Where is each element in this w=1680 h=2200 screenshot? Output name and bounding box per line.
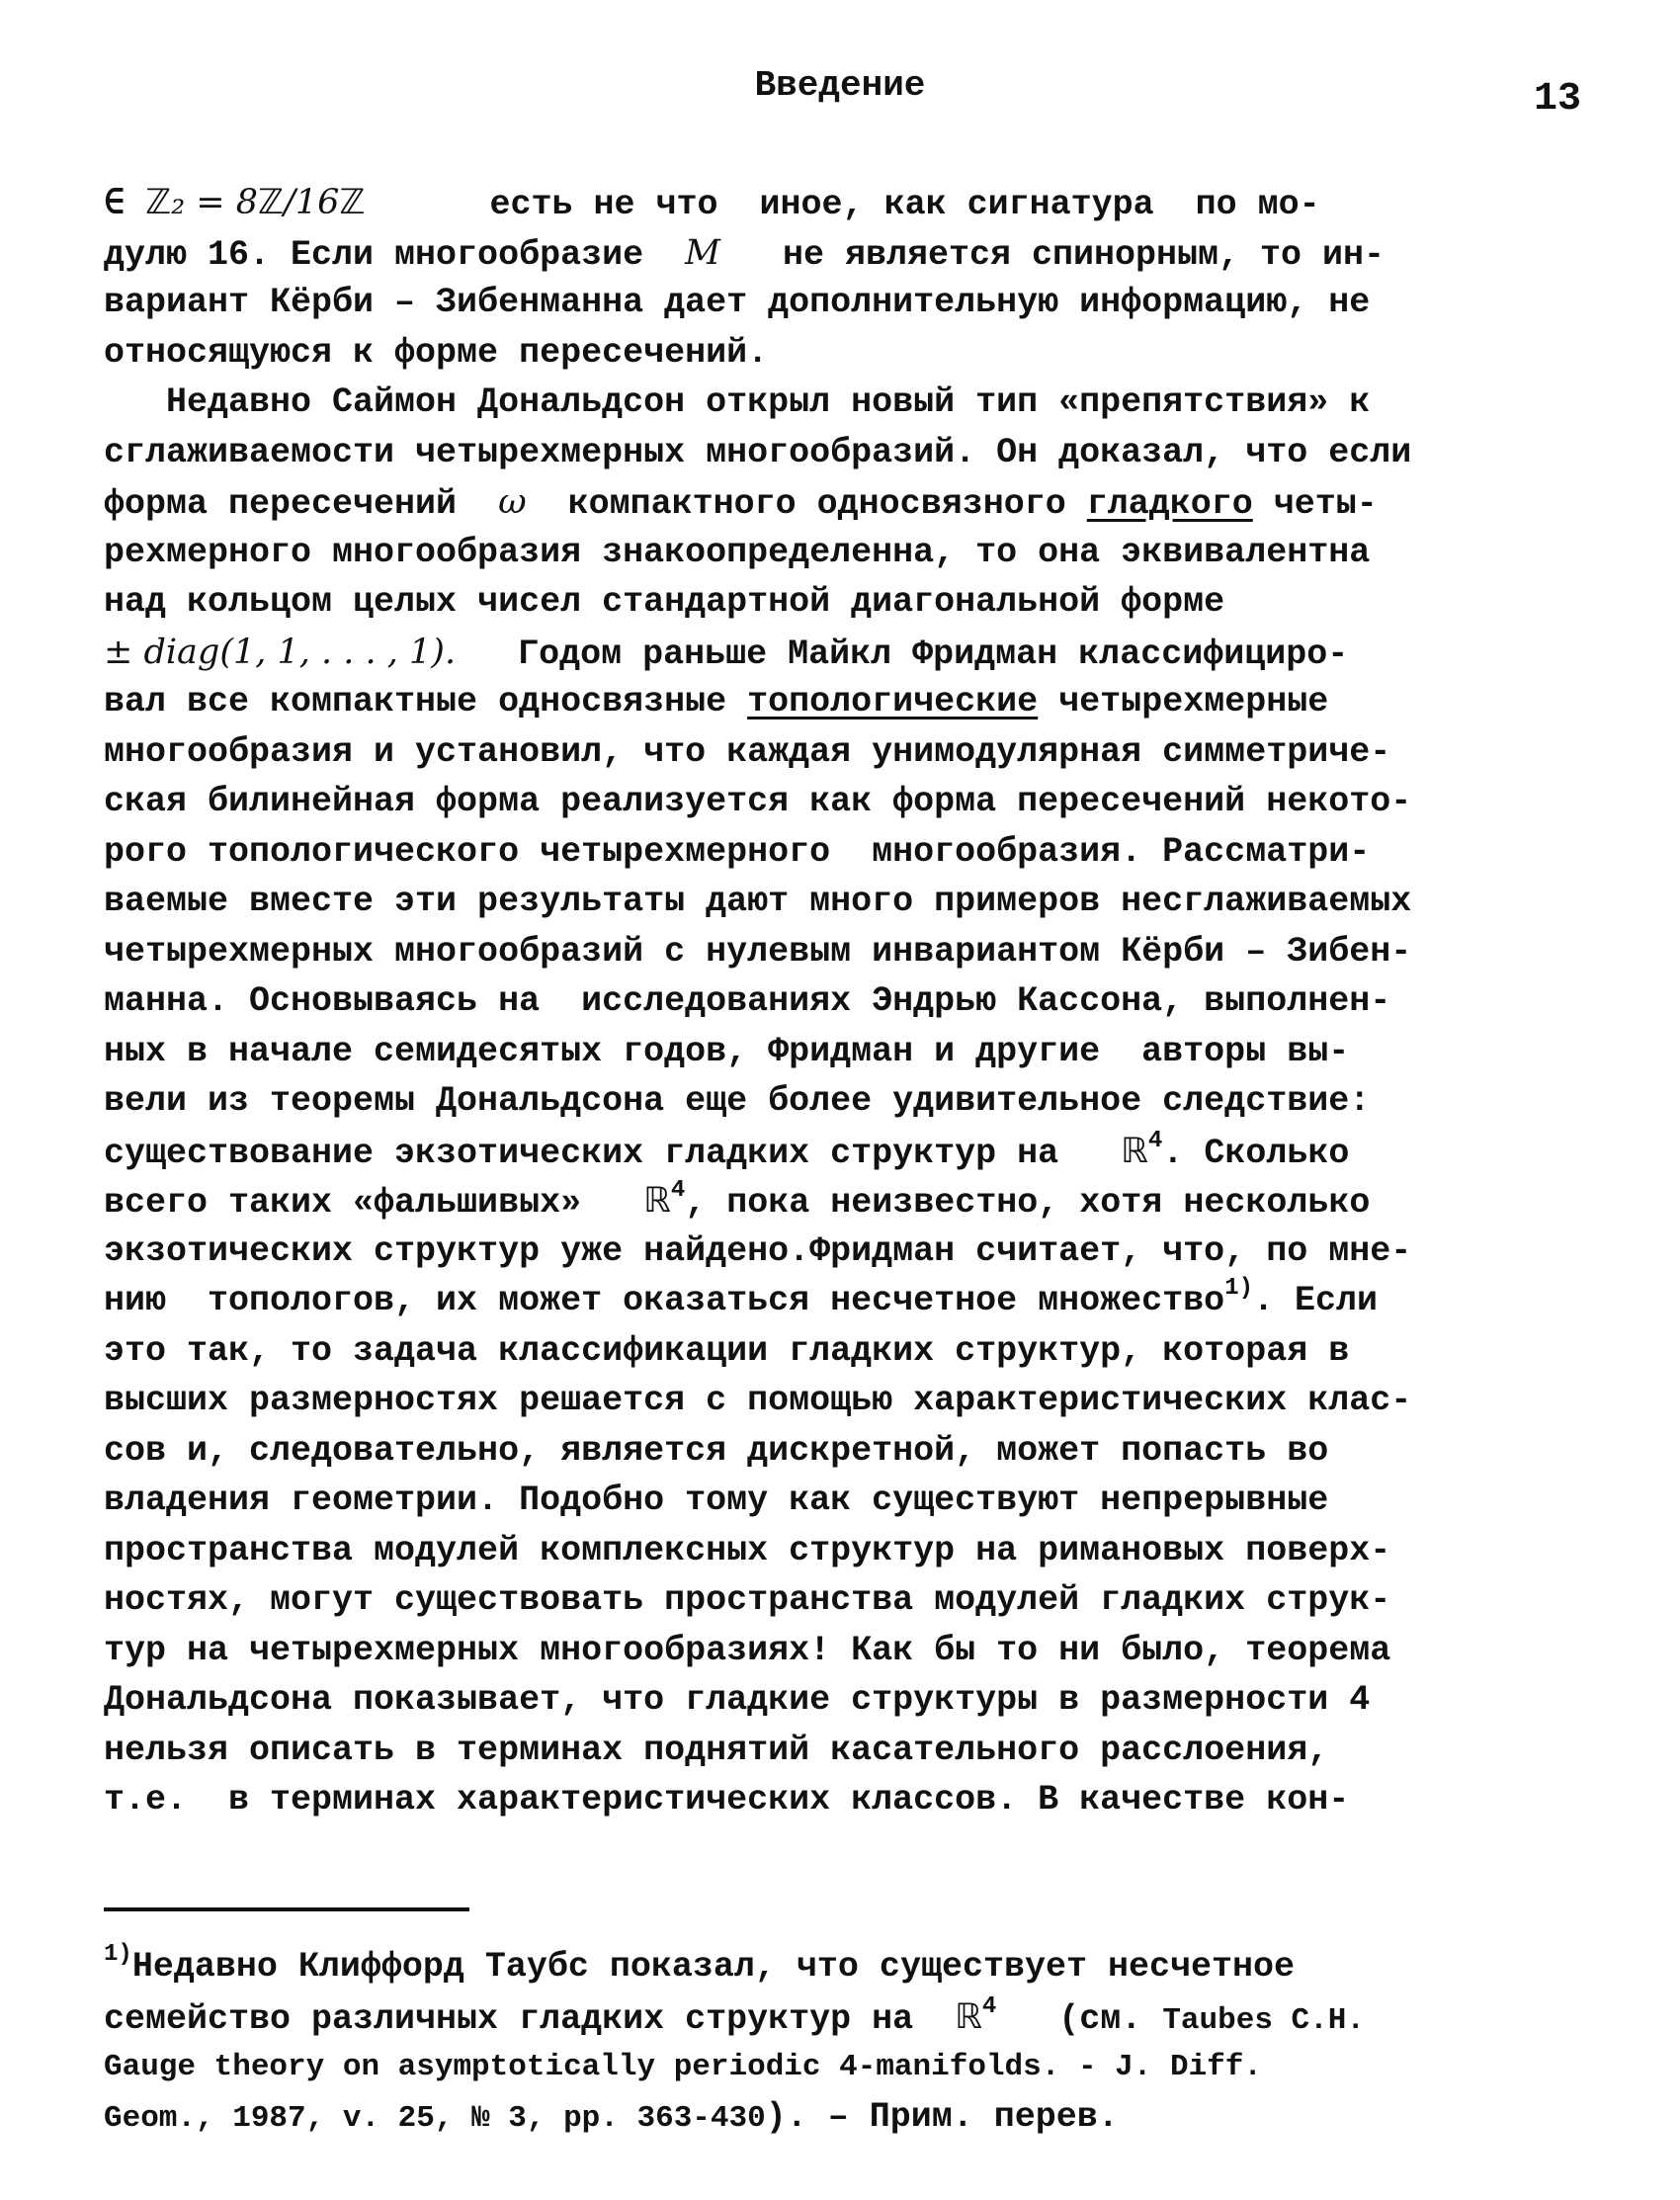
text-run: дулю 16. Если многообразие [104, 234, 686, 275]
text-run: компактного односвязного [526, 484, 1087, 524]
text-line: экзотических структур уже найдено.Фридман считает, что, по мне- [104, 1230, 1412, 1271]
math-symbol: M [685, 232, 720, 273]
math-symbol: ℝ [955, 1996, 982, 2037]
footnote-line [104, 1942, 1586, 1992]
text-line [104, 178, 1576, 228]
text-run: , пока неизвестно, хотя несколько [685, 1183, 1371, 1223]
text-line [104, 1276, 1576, 1326]
text-run: существование экзотических гладких структур на [104, 1133, 1122, 1173]
text-run: ). – Прим. перев. [765, 2096, 1119, 2137]
text-run: . Сколько [1162, 1133, 1350, 1173]
text-line: вели из теоремы Дональдсона еще более удивительное следствие: [104, 1081, 1371, 1121]
text-line [104, 628, 1576, 678]
footnote-reference: 1) [1224, 1275, 1253, 1302]
text-line [104, 228, 1576, 279]
text-run: форма пересечений [104, 484, 499, 524]
math-symbol: ℝ [643, 1181, 671, 1221]
text-line: сов и, следовательно, является дискретной, может попасть во [104, 1430, 1329, 1471]
footnote-divider [104, 1907, 469, 1911]
underlined-word: топологические [747, 682, 1039, 721]
math-symbol: ω [498, 482, 527, 522]
math-symbol: ℤ [258, 183, 285, 222]
text-run: четырехмерные [1038, 682, 1329, 721]
math-run: ₂ = 8 [171, 183, 259, 222]
text-line: Недавно Саймон Дональдсон открыл новый тип «препятствия» к [104, 382, 1371, 422]
text-line [104, 677, 1576, 727]
math-symbol: ℤ [339, 183, 366, 222]
citation-author: Taubes C.H. [1162, 2002, 1365, 2038]
math-run: /16 [284, 183, 340, 222]
text-line [104, 1176, 1576, 1227]
text-run: семейство различных гладких структур на [104, 1998, 956, 2039]
text-run: есть не что иное, как сигнатура по мо- [365, 185, 1320, 224]
text-line: рого топологического четырехмерного многообразия. Рассматри- [104, 831, 1371, 872]
text-line: пространства модулей комплексных структур на римановых поверх- [104, 1530, 1391, 1570]
text-line: это так, то задача классификации гладких структур, которая в [104, 1330, 1350, 1371]
text-run: вал все компактные односвязные [104, 682, 748, 721]
footnote-line [104, 1992, 1586, 2043]
text-run: ∈ [104, 185, 146, 224]
footnote [104, 1942, 1586, 2142]
text-line: нельзя описать в терминах поднятий касательного расслоения, [104, 1730, 1329, 1770]
text-run: Недавно Клиффорд Таубс показал, что существует несчетное [131, 1947, 1296, 1987]
text-run: нию топологов, их может оказаться несчетное множество [104, 1281, 1225, 1320]
text-line: вариант Кёрби – Зибенманна дает дополнительную информацию, не [104, 283, 1371, 322]
text-line: многообразия и установил, что каждая унимодулярная симметриче- [104, 731, 1391, 772]
text-line: тур на четырехмерных многообразиях! Как бы то ни было, теорема [104, 1630, 1391, 1670]
running-head: Введение [754, 65, 926, 106]
text-line [104, 477, 1576, 528]
superscript: 4 [670, 1177, 686, 1204]
text-line: ных в начале семидесятых годов, Фридман и другие авторы вы- [104, 1031, 1350, 1071]
text-line: ская билинейная форма реализуется как форма пересечений некото- [104, 782, 1412, 821]
text-line: ностях, могут существовать пространства модулей гладких струк- [104, 1580, 1391, 1620]
text-line: над кольцом целых чисел стандартной диагональной форме [104, 582, 1225, 622]
text-line: манна. Основываясь на исследованиях Эндрью Кассона, выполнен- [104, 981, 1391, 1021]
text-line: четырехмерных многообразий с нулевым инвариантом Кёрби – Зибен- [104, 931, 1412, 972]
math-symbol: ℤ [145, 183, 172, 222]
text-line: относящуюся к форме пересечений. [104, 332, 769, 373]
math-expression: ± diag(1, 1, . . . , 1). [104, 632, 457, 672]
text-line: сглаживаемости четырехмерных многообразий. Он доказал, что если [104, 432, 1412, 472]
citation-source: Geom., 1987, v. 25, № 3, pp. 363-430 [104, 2100, 766, 2136]
page-number: 13 [1533, 77, 1581, 122]
footnote-mark: 1) [104, 1941, 132, 1968]
text-line: рехмерного многообразия знакоопределенна, то она эквивалентна [104, 532, 1371, 572]
footnote-line: Gauge theory on asymptotically periodic 4-manifolds. - J. Diff. [104, 2050, 1262, 2084]
text-line: Дональдсона показывает, что гладкие структуры в размерности 4 [104, 1680, 1371, 1720]
text-run: не является спинорным, то ин- [719, 234, 1386, 275]
text-run: всего таких «фальшивых» [104, 1183, 644, 1223]
footnote-line [104, 2092, 1586, 2143]
page-header [0, 59, 1680, 122]
math-symbol: ℝ [1121, 1131, 1148, 1171]
text-run: Годом раньше Майкл Фридман классифициро- [456, 634, 1349, 674]
superscript: 4 [981, 1992, 997, 2020]
text-line: владения геометрии. Подобно тому как существуют непрерывные [104, 1481, 1329, 1520]
text-line [104, 1127, 1576, 1177]
body-text [104, 178, 1576, 1825]
math-expression [145, 183, 365, 222]
superscript: 4 [1147, 1127, 1163, 1154]
text-run: . Если [1253, 1281, 1379, 1320]
text-line: высших размерностях решается с помощью характеристических клас- [104, 1381, 1412, 1420]
text-line: т.е. в терминах характеристических классов. В качестве кон- [104, 1780, 1350, 1819]
underlined-word: гладкого [1086, 484, 1253, 524]
text-line: ваемые вместе эти результаты дают много примеров несглаживаемых [104, 882, 1412, 921]
text-run: (см. [996, 1998, 1163, 2039]
text-run: четы- [1252, 484, 1378, 524]
